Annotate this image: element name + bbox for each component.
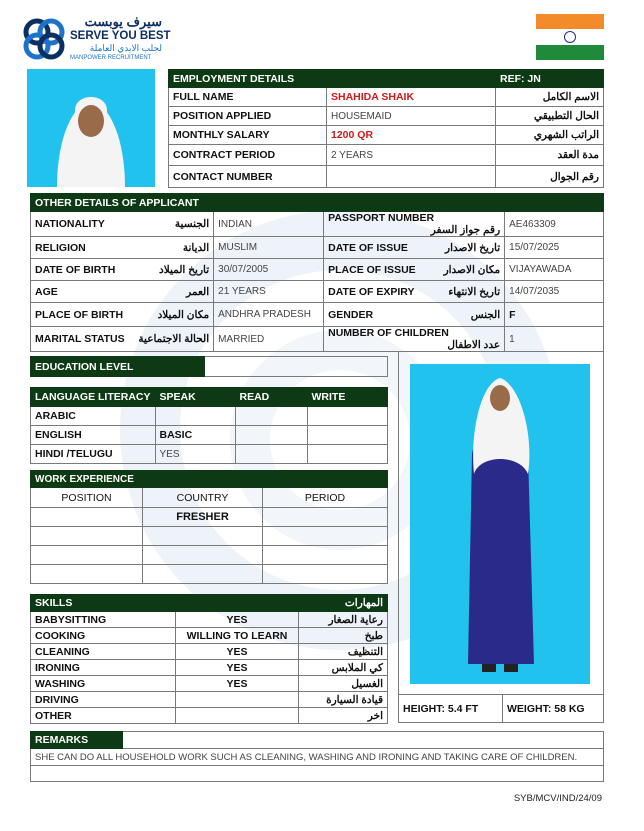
salary-ar: الراتب الشهري <box>496 126 604 145</box>
skill-cooking-value: WILLING TO LEARN <box>176 628 299 644</box>
nationality-value: INDIAN <box>214 212 324 237</box>
marital-value: MARRIED <box>214 327 324 352</box>
lang-header-read: READ <box>235 388 307 407</box>
issue-date-label: DATE OF ISSUE <box>328 241 408 254</box>
work-row-3-period <box>263 546 388 565</box>
work-row-2-country <box>143 527 263 546</box>
gender-cell <box>324 303 505 327</box>
work-header-country: COUNTRY <box>143 488 263 508</box>
footer-code: SYB/MCV/IND/24/09 <box>513 793 602 804</box>
lang-hindi-write <box>307 445 388 464</box>
nationality-label: NATIONALITY <box>31 212 129 237</box>
issue-place-cell <box>324 259 505 281</box>
position-ar: الحال التطبيقي <box>496 107 604 126</box>
measurements-table <box>398 694 604 723</box>
skill-other: OTHER <box>31 708 176 724</box>
skill-driving-value <box>176 692 299 708</box>
children-value: 1 <box>505 327 604 352</box>
birth-place-label: PLACE OF BIRTH <box>31 303 129 327</box>
lang-header-speak: SPEAK <box>155 388 235 407</box>
passport-ar: رقم جواز السفر <box>430 224 501 236</box>
contract-ar: مدة العقد <box>496 145 604 166</box>
remarks-table <box>30 731 604 782</box>
skill-other-value <box>176 708 299 724</box>
expiry-label: DATE OF EXPIRY <box>328 285 415 298</box>
religion-label: RELIGION <box>31 237 129 259</box>
work-row-3-position <box>31 546 143 565</box>
dob-ar: تاريخ الميلاد <box>129 259 214 281</box>
contact-value <box>327 166 496 188</box>
employment-title: EMPLOYMENT DETAILS <box>169 70 496 88</box>
skill-babysitting: BABYSITTING <box>31 612 176 628</box>
gender-ar: الجنس <box>470 308 501 321</box>
remarks-text: SHE CAN DO ALL HOUSEHOLD WORK SUCH AS CLEANING, WASHING AND IRONING AND TAKING CARE OF CHILDREN. <box>31 749 604 766</box>
age-label: AGE <box>31 281 129 303</box>
brand-arabic-name: سيرف يوبست <box>84 14 162 29</box>
salary-value: 1200 QR <box>327 126 496 145</box>
lang-english-read <box>235 426 307 445</box>
education-table <box>30 356 388 377</box>
work-experience-table <box>30 470 388 584</box>
age-ar: العمر <box>129 281 214 303</box>
india-flag-icon <box>536 14 604 60</box>
marital-label: MARITAL STATUS <box>31 327 129 352</box>
height-value: HEIGHT: 5.4 FT <box>399 695 503 723</box>
lang-header-write: WRITE <box>307 388 388 407</box>
remarks-title: REMARKS <box>31 732 123 749</box>
skill-cooking: COOKING <box>31 628 176 644</box>
full-name-label: FULL NAME <box>169 88 327 107</box>
work-row-1-position <box>31 508 143 527</box>
birth-place-value: ANDHRA PRADESH <box>214 303 324 327</box>
work-row-3-country <box>143 546 263 565</box>
work-row-1-period <box>263 508 388 527</box>
other-details-title: OTHER DETAILS OF APPLICANT <box>31 194 604 212</box>
nationality-ar: الجنسية <box>129 212 214 237</box>
religion-value: MUSLIM <box>214 237 324 259</box>
gender-value: F <box>505 303 604 327</box>
salary-label: MONTHLY SALARY <box>169 126 327 145</box>
skill-driving: DRIVING <box>31 692 176 708</box>
lang-english-speak: BASIC <box>155 426 235 445</box>
full-name-value: SHAHIDA SHAIK <box>327 88 496 107</box>
skills-table <box>30 594 388 724</box>
contact-ar: رقم الجوال <box>496 166 604 188</box>
lang-arabic-read <box>235 407 307 426</box>
contract-value: 2 YEARS <box>327 145 496 166</box>
lang-arabic-speak <box>155 407 235 426</box>
contact-label: CONTACT NUMBER <box>169 166 327 188</box>
company-logo <box>22 14 172 64</box>
remarks-empty-row <box>31 766 604 782</box>
work-row-4-position <box>31 565 143 584</box>
lang-arabic: ARABIC <box>31 407 156 426</box>
skill-cleaning: CLEANING <box>31 644 176 660</box>
ref-label: REF: JN <box>496 70 604 88</box>
skill-ironing-ar: كي الملابس <box>299 660 388 676</box>
contract-label: CONTRACT PERIOD <box>169 145 327 166</box>
work-title: WORK EXPERIENCE <box>31 471 388 488</box>
lang-hindi-read <box>235 445 307 464</box>
work-row-4-country <box>143 565 263 584</box>
age-value: 21 YEARS <box>214 281 324 303</box>
expiry-ar: تاريخ الانتهاء <box>448 285 501 298</box>
employment-details-table <box>168 69 604 188</box>
birth-place-ar: مكان الميلاد <box>129 303 214 327</box>
skill-cleaning-ar: التنظيف <box>299 644 388 660</box>
issue-place-label: PLACE OF ISSUE <box>328 263 416 276</box>
lang-english: ENGLISH <box>31 426 156 445</box>
skill-washing-ar: الغسيل <box>299 676 388 692</box>
skill-babysitting-ar: رعاية الصغار <box>299 612 388 628</box>
skill-washing-value: YES <box>176 676 299 692</box>
lang-english-write <box>307 426 388 445</box>
issue-date-ar: تاريخ الاصدار <box>445 241 501 254</box>
lang-hindi-speak: YES <box>155 445 235 464</box>
education-value <box>205 357 388 377</box>
passport-value: AE463309 <box>505 212 604 237</box>
brand-name: SERVE YOU BEST <box>70 30 171 42</box>
person-full-body-icon <box>410 364 590 684</box>
skill-ironing: IRONING <box>31 660 176 676</box>
gender-label: GENDER <box>328 308 374 321</box>
issue-place-value: VIJAYAWADA <box>505 259 604 281</box>
skill-driving-ar: قيادة السيارة <box>299 692 388 708</box>
lang-header-literacy: LANGUAGE LITERACY <box>31 388 156 407</box>
children-ar: عدد الاطفال <box>447 339 501 351</box>
skill-other-ar: اخر <box>299 708 388 724</box>
issue-date-value: 15/07/2025 <box>505 237 604 259</box>
education-title: EDUCATION LEVEL <box>31 357 205 377</box>
other-details-table <box>30 193 604 352</box>
lang-arabic-write <box>307 407 388 426</box>
weight-value: WEIGHT: 58 KG <box>503 695 604 723</box>
full-body-photo <box>410 364 590 684</box>
expiry-cell <box>324 281 505 303</box>
passport-label: PASSPORT NUMBER <box>328 212 435 224</box>
skill-ironing-value: YES <box>176 660 299 676</box>
passport-cell <box>324 212 505 237</box>
issue-date-cell <box>324 237 505 259</box>
work-row-4-period <box>263 565 388 584</box>
marital-ar: الحالة الاجتماعية <box>129 327 214 352</box>
skill-babysitting-value: YES <box>176 612 299 628</box>
work-header-period: PERIOD <box>263 488 388 508</box>
issue-place-ar: مكان الاصدار <box>443 263 501 276</box>
dob-label: DATE OF BIRTH <box>31 259 129 281</box>
full-name-ar: الاسم الكامل <box>496 88 604 107</box>
skills-title: SKILLS <box>31 595 299 612</box>
children-cell <box>324 327 505 352</box>
person-portrait-icon <box>27 69 155 187</box>
religion-ar: الديانة <box>129 237 214 259</box>
skill-cooking-ar: طبخ <box>299 628 388 644</box>
brand-arabic-tagline: لجلب الايدي العاملة <box>89 43 162 53</box>
skills-title-ar: المهارات <box>299 595 388 612</box>
work-header-position: POSITION <box>31 488 143 508</box>
children-label: NUMBER OF CHILDREN <box>328 327 449 339</box>
position-label: POSITION APPLIED <box>169 107 327 126</box>
position-value: HOUSEMAID <box>327 107 496 126</box>
work-fresher: FRESHER <box>143 508 263 527</box>
logo-mark-icon <box>22 17 66 61</box>
skill-washing: WASHING <box>31 676 176 692</box>
work-row-2-period <box>263 527 388 546</box>
brand-tagline: MANPOWER RECRUITMENT <box>70 55 152 61</box>
portrait-photo <box>27 69 155 187</box>
dob-value: 30/07/2005 <box>214 259 324 281</box>
language-table <box>30 387 388 464</box>
expiry-value: 14/07/2035 <box>505 281 604 303</box>
skill-cleaning-value: YES <box>176 644 299 660</box>
work-row-2-position <box>31 527 143 546</box>
lang-hindi: HINDI /TELUGU <box>31 445 156 464</box>
